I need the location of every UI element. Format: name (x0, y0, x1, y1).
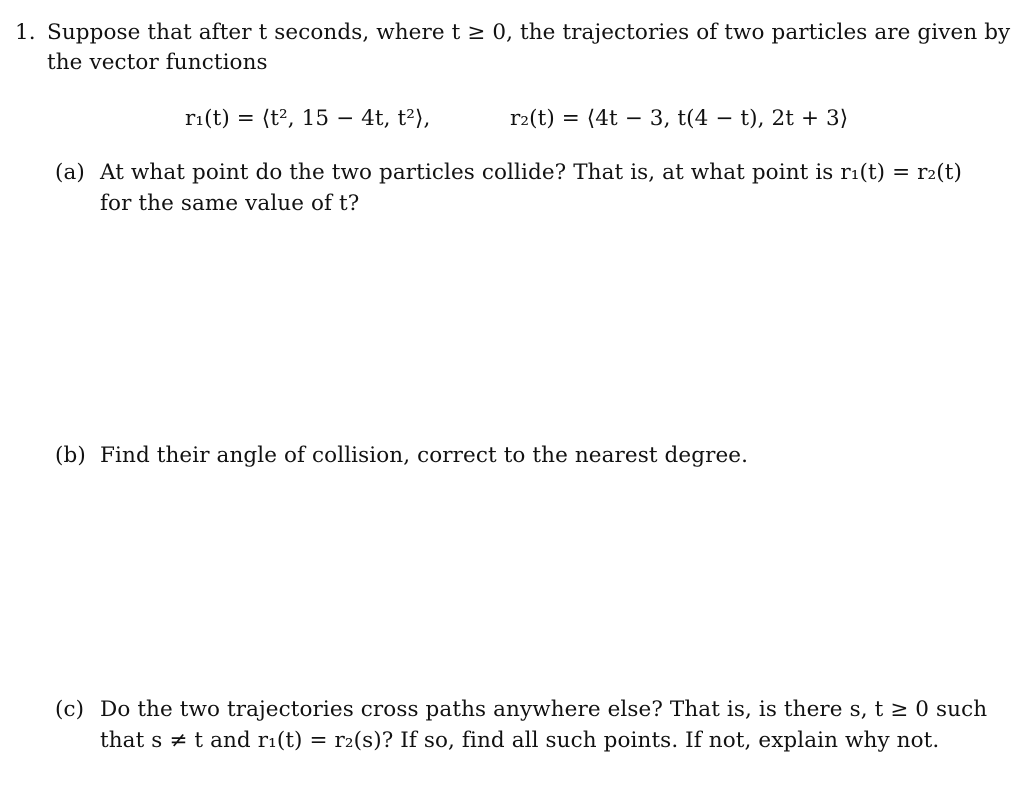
part-a-label: (a) (55, 160, 85, 185)
r1-equation: r₁(t) = ⟨t², 15 − 4t, t²⟩, (185, 106, 431, 131)
part-b-answer-space (100, 485, 980, 685)
part-a-question-line-2: for the same value of t? (100, 191, 360, 216)
problem-intro-line-2: the vector functions (47, 50, 268, 75)
part-c-question-line-1: Do the two trajectories cross paths anywhere else? That is, is there s, t ≥ 0 such (100, 697, 988, 722)
part-a-question-line-1: At what point do the two particles collide? That is, at what point is r₁(t) = r₂(t) (100, 160, 962, 185)
part-b-label: (b) (55, 443, 86, 468)
part-c-question-line-2: that s ≠ t and r₁(t) = r₂(s)? If so, find all such points. If not, explain why not. (100, 728, 940, 753)
part-c-label: (c) (55, 697, 85, 722)
r2-equation: r₂(t) = ⟨4t − 3, t(4 − t), 2t + 3⟩ (510, 106, 849, 131)
problem-number: 1. (15, 20, 36, 45)
problem-intro-line-1: Suppose that after t seconds, where t ≥ 0, the trajectories of two particles are given by (47, 20, 1011, 45)
part-b-question-line-1: Find their angle of collision, correct to the nearest degree. (100, 443, 749, 468)
part-a-answer-space (100, 230, 980, 430)
